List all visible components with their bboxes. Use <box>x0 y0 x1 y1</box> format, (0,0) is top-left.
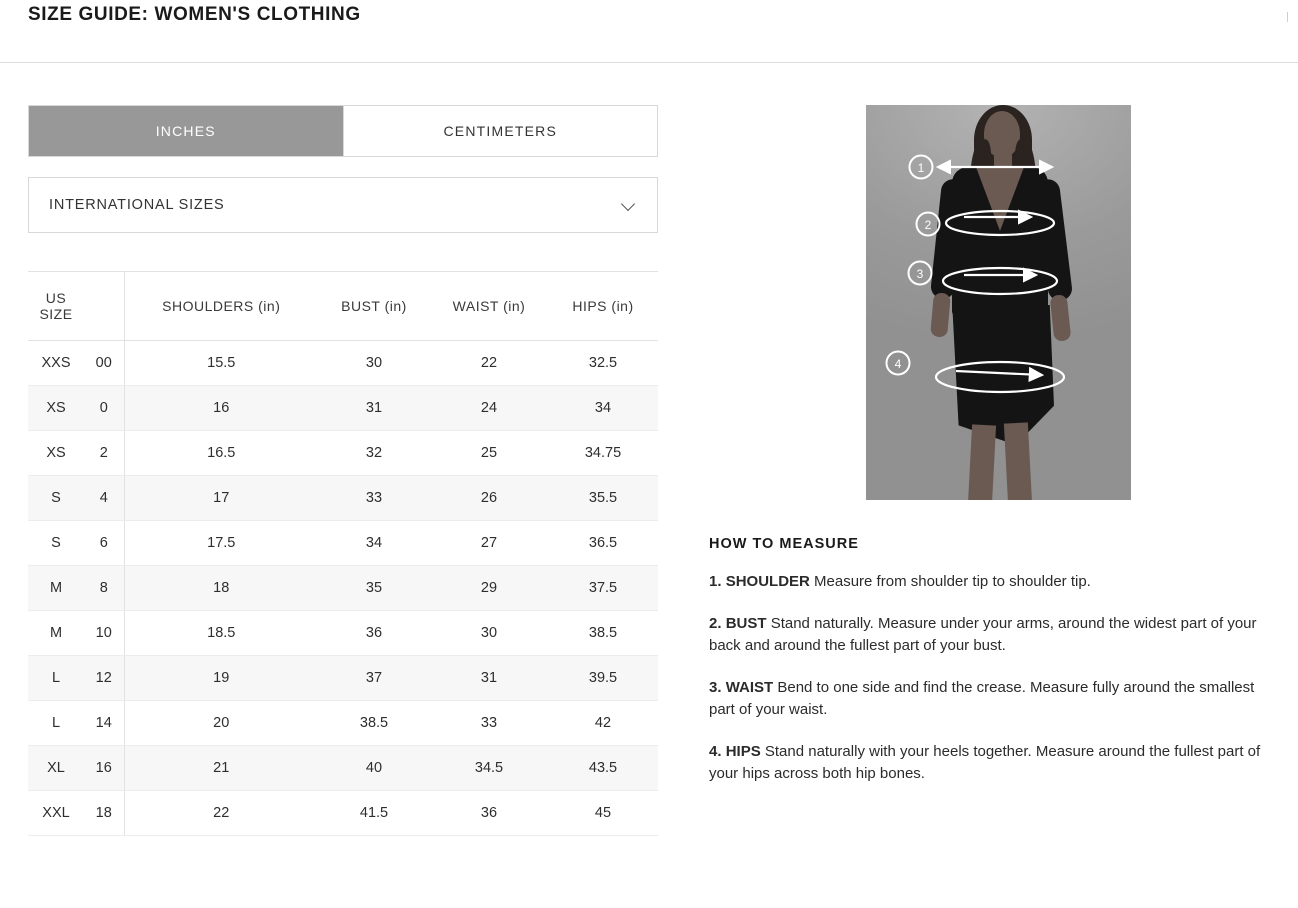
how-item-number: 1. <box>709 573 722 590</box>
table-row <box>28 701 658 746</box>
size-chart-head <box>28 272 658 341</box>
cell-hips: 36.5 <box>548 521 658 566</box>
cell-hips: 34.75 <box>548 431 658 476</box>
header-numeric-size <box>84 272 124 341</box>
cell-bust: 30 <box>318 341 430 386</box>
table-row <box>28 611 658 656</box>
cell-shoulders: 17.5 <box>124 521 318 566</box>
cell-shoulders: 18 <box>124 566 318 611</box>
how-item-text: Bend to one side and find the crease. Measure fully around the smallest part of your waist. <box>709 678 1255 718</box>
cell-waist: 30 <box>430 611 548 656</box>
cell-shoulders: 19 <box>124 656 318 701</box>
hips-measure-ellipse <box>936 362 1064 392</box>
unit-tab-group <box>28 105 658 157</box>
how-to-measure-item <box>709 613 1271 658</box>
cell-bust: 40 <box>318 746 430 791</box>
cell-us-size: XXS <box>28 341 84 386</box>
cell-shoulders: 17 <box>124 476 318 521</box>
cell-bust: 31 <box>318 386 430 431</box>
size-system-select-value: INTERNATIONAL SIZES <box>49 197 225 213</box>
chevron-down-icon <box>621 197 637 213</box>
cell-us-size: M <box>28 611 84 656</box>
waist-measure-ellipse <box>943 268 1057 294</box>
cell-numeric-size: 12 <box>84 656 124 701</box>
cell-shoulders: 18.5 <box>124 611 318 656</box>
how-to-measure-item <box>709 571 1271 594</box>
cell-numeric-size: 16 <box>84 746 124 791</box>
how-item-term: HIPS <box>725 742 761 760</box>
table-row <box>28 656 658 701</box>
cell-waist: 36 <box>430 791 548 836</box>
cell-us-size: XS <box>28 386 84 431</box>
cell-bust: 34 <box>318 521 430 566</box>
tab-centimeters[interactable]: CENTIMETERS <box>343 106 658 156</box>
cell-waist: 22 <box>430 341 548 386</box>
cell-waist: 24 <box>430 386 548 431</box>
cell-numeric-size: 2 <box>84 431 124 476</box>
cell-numeric-size: 18 <box>84 791 124 836</box>
header-waist: WAIST (in) <box>430 272 548 341</box>
cell-hips: 38.5 <box>548 611 658 656</box>
table-row <box>28 386 658 431</box>
table-row <box>28 431 658 476</box>
corner-tick-decoration <box>1287 12 1288 22</box>
cell-waist: 27 <box>430 521 548 566</box>
how-item-number: 4. <box>709 742 722 760</box>
right-column <box>709 105 1271 786</box>
cell-hips: 45 <box>548 791 658 836</box>
cell-shoulders: 16 <box>124 386 318 431</box>
cell-hips: 42 <box>548 701 658 746</box>
cell-waist: 25 <box>430 431 548 476</box>
marker-2-label: 2 <box>924 218 932 232</box>
table-row <box>28 791 658 836</box>
cell-us-size: L <box>28 656 84 701</box>
measurement-overlay <box>866 105 1131 500</box>
cell-numeric-size: 0 <box>84 386 124 431</box>
cell-bust: 33 <box>318 476 430 521</box>
how-item-number: 3. <box>709 678 722 696</box>
hips-measure-arrow <box>956 371 1042 375</box>
cell-numeric-size: 10 <box>84 611 124 656</box>
bust-measure-ellipse <box>946 211 1054 235</box>
page-title: SIZE GUIDE: WOMEN'S CLOTHING <box>28 4 361 25</box>
cell-shoulders: 22 <box>124 791 318 836</box>
cell-bust: 38.5 <box>318 701 430 746</box>
cell-waist: 26 <box>430 476 548 521</box>
header-us-size: US SIZE <box>28 272 84 341</box>
cell-hips: 39.5 <box>548 656 658 701</box>
cell-waist: 33 <box>430 701 548 746</box>
cell-us-size: M <box>28 566 84 611</box>
marker-3-label: 3 <box>916 267 924 281</box>
table-row <box>28 476 658 521</box>
table-row <box>28 341 658 386</box>
cell-shoulders: 21 <box>124 746 318 791</box>
how-to-measure-item <box>709 741 1271 786</box>
cell-hips: 43.5 <box>548 746 658 791</box>
how-item-term: SHOULDER <box>725 573 810 590</box>
cell-bust: 36 <box>318 611 430 656</box>
how-to-measure-item <box>709 677 1271 722</box>
cell-shoulders: 15.5 <box>124 341 318 386</box>
measurement-diagram-image <box>866 105 1131 500</box>
table-header-row <box>28 272 658 341</box>
cell-waist: 34.5 <box>430 746 548 791</box>
how-to-measure-title: HOW TO MEASURE <box>709 536 859 552</box>
how-item-term: BUST <box>725 614 767 632</box>
header-divider <box>0 62 1298 63</box>
cell-us-size: XS <box>28 431 84 476</box>
header-hips: HIPS (in) <box>548 272 658 341</box>
cell-waist: 29 <box>430 566 548 611</box>
cell-numeric-size: 4 <box>84 476 124 521</box>
cell-hips: 34 <box>548 386 658 431</box>
cell-bust: 35 <box>318 566 430 611</box>
how-item-text: Stand naturally. Measure under your arms, around the widest part of your back and around the fullest part of your bust. <box>709 614 1257 654</box>
table-row <box>28 521 658 566</box>
cell-bust: 41.5 <box>318 791 430 836</box>
cell-us-size: S <box>28 521 84 566</box>
cell-hips: 32.5 <box>548 341 658 386</box>
tab-inches[interactable]: INCHES <box>29 106 343 156</box>
cell-hips: 37.5 <box>548 566 658 611</box>
how-item-text: Stand naturally with your heels together. Measure around the fullest part of your hips across both hip bones. <box>709 742 1261 782</box>
cell-shoulders: 20 <box>124 701 318 746</box>
cell-bust: 32 <box>318 431 430 476</box>
size-system-select[interactable] <box>28 177 658 233</box>
how-item-number: 2. <box>709 614 722 632</box>
table-row <box>28 566 658 611</box>
cell-waist: 31 <box>430 656 548 701</box>
cell-numeric-size: 8 <box>84 566 124 611</box>
cell-shoulders: 16.5 <box>124 431 318 476</box>
how-item-term: WAIST <box>725 678 774 696</box>
table-row <box>28 746 658 791</box>
cell-us-size: XL <box>28 746 84 791</box>
left-column <box>28 105 658 836</box>
header-shoulders: SHOULDERS (in) <box>124 272 318 341</box>
size-chart-table <box>28 271 658 836</box>
header-bust: BUST (in) <box>318 272 430 341</box>
cell-us-size: S <box>28 476 84 521</box>
marker-1-label: 1 <box>917 161 925 175</box>
cell-us-size: XXL <box>28 791 84 836</box>
size-chart-body <box>28 341 658 836</box>
cell-hips: 35.5 <box>548 476 658 521</box>
cell-numeric-size: 6 <box>84 521 124 566</box>
how-item-text: Measure from shoulder tip to shoulder tip. <box>814 573 1091 590</box>
cell-numeric-size: 00 <box>84 341 124 386</box>
marker-4-label: 4 <box>894 357 902 371</box>
cell-numeric-size: 14 <box>84 701 124 746</box>
cell-bust: 37 <box>318 656 430 701</box>
cell-us-size: L <box>28 701 84 746</box>
